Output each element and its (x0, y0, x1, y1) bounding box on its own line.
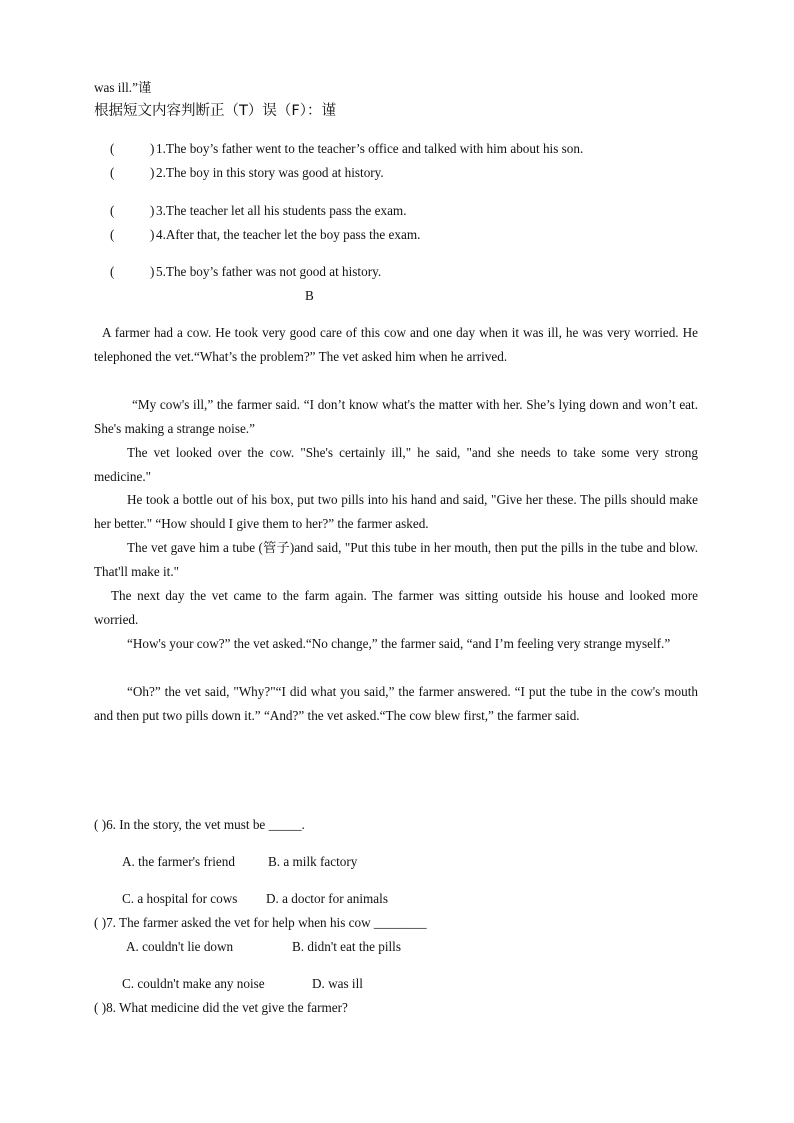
tf-question-text: 4.After that, the teacher let the boy pass the exam. (156, 227, 421, 242)
story-paragraph: “My cow's ill,” the farmer said. “I don’t know what's the matter with her. She’s lying down and won’t eat. She's making a strange noise.” (94, 397, 698, 436)
mc-question-stem: ( )7. The farmer asked the vet for help when his cow ________ (94, 915, 427, 930)
mc-question-stem: ( )8. What medicine did the vet give the farmer? (94, 1000, 348, 1015)
story-paragraph: The vet looked over the cow. "She's certainly ill," he said, "and she needs to take some very strong medicine." (94, 445, 698, 484)
tf-question-text: 1.The boy’s father went to the teacher’s office and talked with him about his son. (156, 141, 584, 156)
section-heading: B (305, 288, 314, 303)
mc-option: D. was ill (312, 976, 363, 991)
continued-line: was ill.”谨 (94, 80, 152, 95)
mc-question-stem: ( )6. In the story, the vet must be _____. (94, 817, 305, 832)
story-paragraph: “Oh?” the vet said, "Why?"“I did what you said,” the farmer answered. “I put the tube in the cow's mouth and then put two pills down it.” “And?” the vet asked.“The cow blew first,” the farmer said. (94, 684, 698, 723)
mc-option: B. didn't eat the pills (292, 939, 401, 954)
story-paragraph: The next day the vet came to the farm again. The farmer was sitting outside his house and looked more worried. (94, 588, 698, 627)
mc-option: C. a hospital for cows (122, 891, 238, 906)
mc-option: D. a doctor for animals (266, 891, 388, 906)
mc-option: A. the farmer's friend (122, 854, 235, 869)
mc-option: C. couldn't make any noise (122, 976, 265, 991)
story-paragraph: A farmer had a cow. He took very good care of this cow and one day when it was ill, he was very worried. He telephoned the vet.“What’s the problem?” The vet asked him when he arrived. (94, 325, 698, 364)
section-instruction: 根据短文内容判断正（T）误（F）：谨 (94, 103, 336, 119)
story-paragraph: He took a bottle out of his box, put two pills into his hand and said, "Give her these. The pills should make her better." “How should I give them to her?” the farmer asked. (94, 492, 698, 531)
tf-question-text: 3.The teacher let all his students pass the exam. (156, 203, 407, 218)
story-paragraph: “How's your cow?” the vet asked.“No change,” the farmer said, “and I’m feeling very strange myself.” (127, 636, 671, 651)
mc-option: B. a milk factory (268, 854, 358, 869)
tf-question-text: 2.The boy in this story was good at history. (156, 165, 384, 180)
story-paragraph: The vet gave him a tube (管子)and said, "Put this tube in her mouth, then put the pills in the tube and blow. That'll make it." (94, 540, 698, 579)
mc-option: A. couldn't lie down (126, 939, 234, 954)
tf-question-text: 5.The boy’s father was not good at history. (156, 264, 382, 279)
